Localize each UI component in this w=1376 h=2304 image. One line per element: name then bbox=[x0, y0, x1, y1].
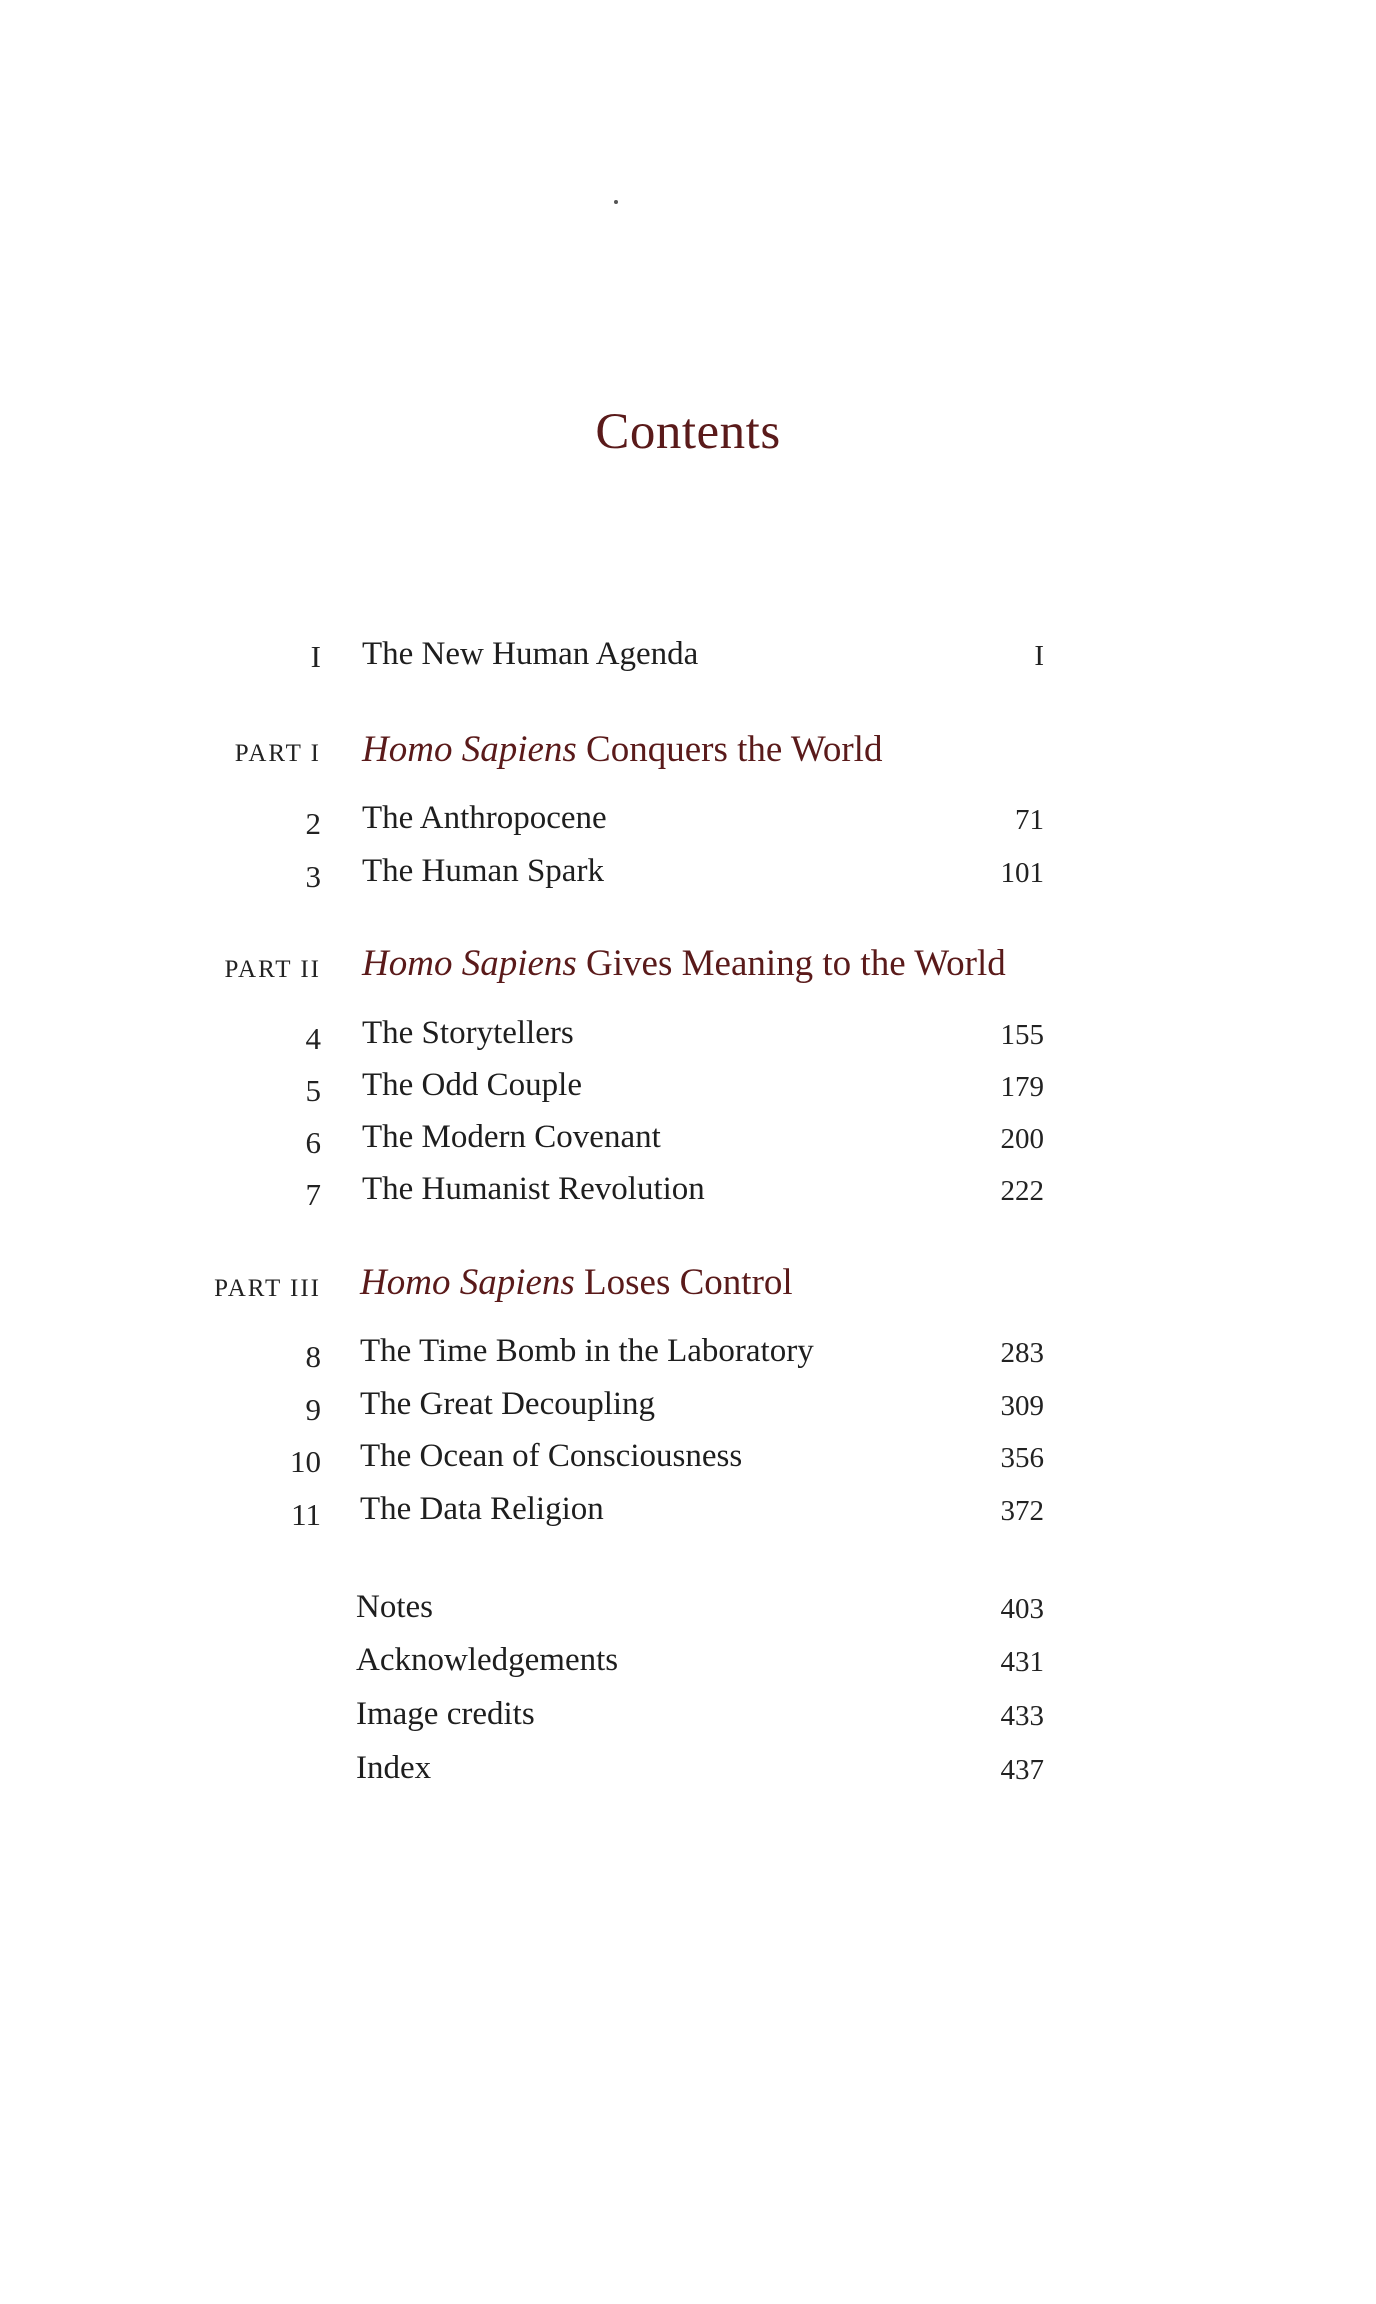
chapter-title: The Odd Couple bbox=[362, 1067, 582, 1103]
toc-entry-chapter-5[interactable] bbox=[0, 1067, 1376, 1117]
toc-entry-index[interactable] bbox=[0, 1750, 1376, 1800]
part-label: PART I bbox=[234, 740, 321, 767]
chapter-title: The Data Religion bbox=[360, 1491, 604, 1527]
chapter-page: 71 bbox=[1015, 804, 1044, 836]
toc-part-2[interactable] bbox=[0, 942, 1376, 992]
back-matter-title: Acknowledgements bbox=[356, 1642, 619, 1678]
chapter-page: 356 bbox=[1000, 1442, 1044, 1474]
part-title bbox=[360, 1261, 793, 1304]
chapter-number: 11 bbox=[291, 1497, 321, 1532]
chapter-title: The Time Bomb in the Laboratory bbox=[360, 1333, 814, 1369]
toc-entry-chapter-6[interactable] bbox=[0, 1119, 1376, 1169]
chapter-page: 309 bbox=[1000, 1390, 1044, 1422]
chapter-number: 6 bbox=[305, 1125, 321, 1160]
toc-entry-acknowledgements[interactable] bbox=[0, 1642, 1376, 1692]
chapter-page: 101 bbox=[1000, 857, 1044, 889]
toc-entry-notes[interactable] bbox=[0, 1589, 1376, 1639]
chapter-page: I bbox=[1034, 640, 1044, 672]
part-title-rest: Loses Control bbox=[574, 1262, 793, 1303]
chapter-number: 8 bbox=[305, 1339, 321, 1374]
chapter-title: The Ocean of Consciousness bbox=[360, 1438, 743, 1474]
chapter-number: 3 bbox=[305, 859, 321, 894]
back-matter-page: 403 bbox=[1000, 1593, 1044, 1625]
chapter-number: 4 bbox=[305, 1021, 321, 1056]
chapter-number: 7 bbox=[305, 1177, 321, 1212]
chapter-title: The Human Spark bbox=[362, 853, 604, 889]
chapter-number: 5 bbox=[305, 1073, 321, 1108]
back-matter-page: 431 bbox=[1000, 1646, 1044, 1678]
part-title-italic: Homo Sapiens bbox=[362, 729, 577, 770]
back-matter-title: Image credits bbox=[356, 1696, 535, 1732]
part-label: PART III bbox=[214, 1275, 321, 1302]
chapter-page: 200 bbox=[1000, 1123, 1044, 1155]
toc-entry-chapter-3[interactable] bbox=[0, 853, 1376, 903]
part-title-italic: Homo Sapiens bbox=[362, 943, 577, 984]
toc-entry-intro[interactable] bbox=[0, 636, 1376, 686]
chapter-title: The Anthropocene bbox=[362, 800, 607, 836]
chapter-title: The Modern Covenant bbox=[362, 1119, 661, 1155]
toc-part-3[interactable] bbox=[0, 1261, 1376, 1311]
chapter-page: 283 bbox=[1000, 1337, 1044, 1369]
chapter-page: 222 bbox=[1000, 1175, 1044, 1207]
back-matter-page: 437 bbox=[1000, 1754, 1044, 1786]
chapter-title: The Humanist Revolution bbox=[362, 1171, 705, 1207]
toc-entry-chapter-7[interactable] bbox=[0, 1171, 1376, 1221]
part-title-rest: Conquers the World bbox=[576, 729, 883, 770]
toc-entry-chapter-2[interactable] bbox=[0, 800, 1376, 850]
chapter-page: 155 bbox=[1000, 1019, 1044, 1051]
chapter-number: 2 bbox=[305, 806, 321, 841]
back-matter-title: Index bbox=[356, 1750, 432, 1786]
toc-entry-image-credits[interactable] bbox=[0, 1696, 1376, 1746]
chapter-title: The Storytellers bbox=[362, 1015, 574, 1051]
toc-entry-chapter-11[interactable] bbox=[0, 1491, 1376, 1541]
part-label: PART II bbox=[224, 956, 321, 983]
back-matter-page: 433 bbox=[1000, 1700, 1044, 1732]
chapter-number: 10 bbox=[290, 1444, 321, 1479]
toc-part-1[interactable] bbox=[0, 728, 1376, 778]
chapter-number: 9 bbox=[305, 1392, 321, 1427]
toc-entry-chapter-4[interactable] bbox=[0, 1015, 1376, 1065]
toc-entry-chapter-10[interactable] bbox=[0, 1438, 1376, 1488]
part-title bbox=[362, 942, 1006, 985]
toc-entry-chapter-9[interactable] bbox=[0, 1386, 1376, 1436]
chapter-title: The Great Decoupling bbox=[360, 1386, 656, 1422]
chapter-page: 372 bbox=[1000, 1495, 1044, 1527]
chapter-title: The New Human Agenda bbox=[362, 636, 699, 672]
part-title-rest: Gives Meaning to the World bbox=[576, 943, 1006, 984]
chapter-page: 179 bbox=[1000, 1071, 1044, 1103]
page-title: Contents bbox=[595, 404, 781, 460]
print-speck bbox=[614, 200, 618, 204]
part-title bbox=[362, 728, 882, 771]
toc-entry-chapter-8[interactable] bbox=[0, 1333, 1376, 1383]
part-title-italic: Homo Sapiens bbox=[360, 1262, 575, 1303]
back-matter-title: Notes bbox=[356, 1589, 433, 1625]
chapter-number: I bbox=[310, 639, 321, 674]
